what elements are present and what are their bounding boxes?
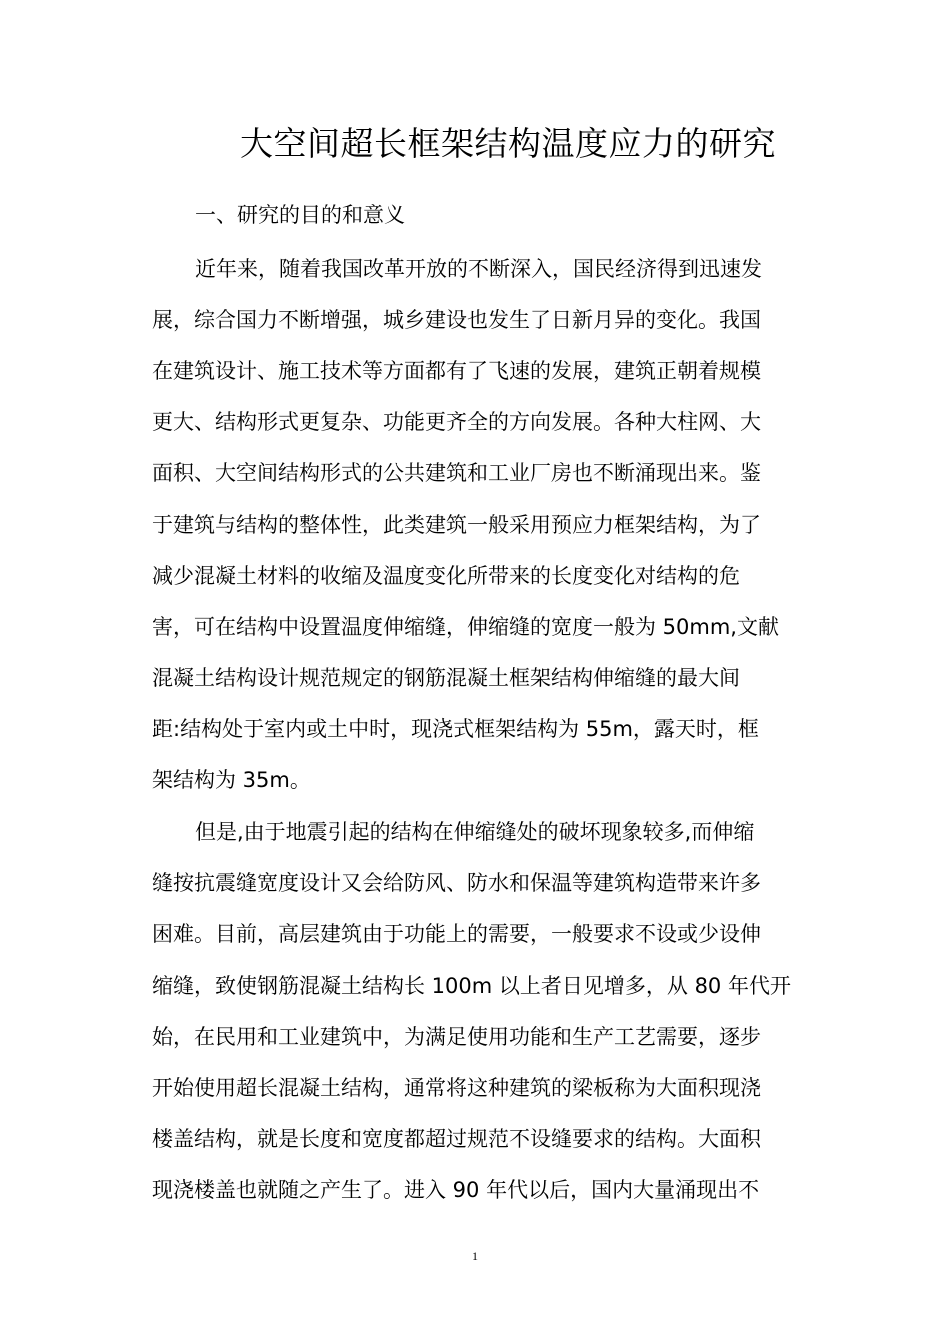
paragraph-line: 减少混凝土材料的收缩及温度变化所带来的长度变化对结构的危 [152,564,740,588]
paragraph-line: 展，综合国力不断增强，城乡建设也发生了日新月异的变化。我国 [152,308,761,332]
paragraph-line: 害，可在结构中设置温度伸缩缝，伸缩缝的宽度一般为 50mm,文献 [152,615,779,639]
paragraph-line: 但是,由于地震引起的结构在伸缩缝处的破坏现象较多,而伸缩 [195,820,755,844]
paragraph-line: 开始使用超长混凝土结构，通常将这种建筑的梁板称为大面积现浇 [152,1076,761,1100]
document-title: 大空间超长框架结构温度应力的研究 [240,124,776,163]
paragraph-line: 缩缝，致使钢筋混凝土结构长 100m 以上者日见增多，从 80 年代开 [152,974,791,998]
paragraph-line: 更大、结构形式更复杂、功能更齐全的方向发展。各种大柱网、大 [152,410,761,434]
paragraph-line: 面积、大空间结构形式的公共建筑和工业厂房也不断涌现出来。鉴 [152,461,761,485]
paragraph-line: 在建筑设计、施工技术等方面都有了飞速的发展，建筑正朝着规模 [152,359,761,383]
paragraph-line: 缝按抗震缝宽度设计又会给防风、防水和保温等建筑构造带来许多 [152,871,761,895]
paragraph-line: 于建筑与结构的整体性，此类建筑一般采用预应力框架结构，为了 [152,513,761,537]
paragraph-line: 现浇楼盖也就随之产生了。进入 90 年代以后，国内大量涌现出不 [152,1178,760,1202]
paragraph-line: 架结构为 35m。 [152,768,311,792]
page-number: 1 [472,1249,478,1263]
paragraph-line: 混凝土结构设计规范规定的钢筋混凝土框架结构伸缩缝的最大间 [152,666,740,690]
paragraph-line: 困难。目前，高层建筑由于功能上的需要，一般要求不设或少设伸 [152,922,761,946]
section-heading: 一、研究的目的和意义 [195,203,405,227]
paragraph-line: 始，在民用和工业建筑中，为满足使用功能和生产工艺需要，逐步 [152,1025,761,1049]
paragraph-line: 近年来，随着我国改革开放的不断深入，国民经济得到迅速发 [195,257,762,281]
paragraph-line: 距:结构处于室内或土中时，现浇式框架结构为 55m，露天时，框 [152,717,759,741]
paragraph-line: 楼盖结构，就是长度和宽度都超过规范不设缝要求的结构。大面积 [152,1127,761,1151]
